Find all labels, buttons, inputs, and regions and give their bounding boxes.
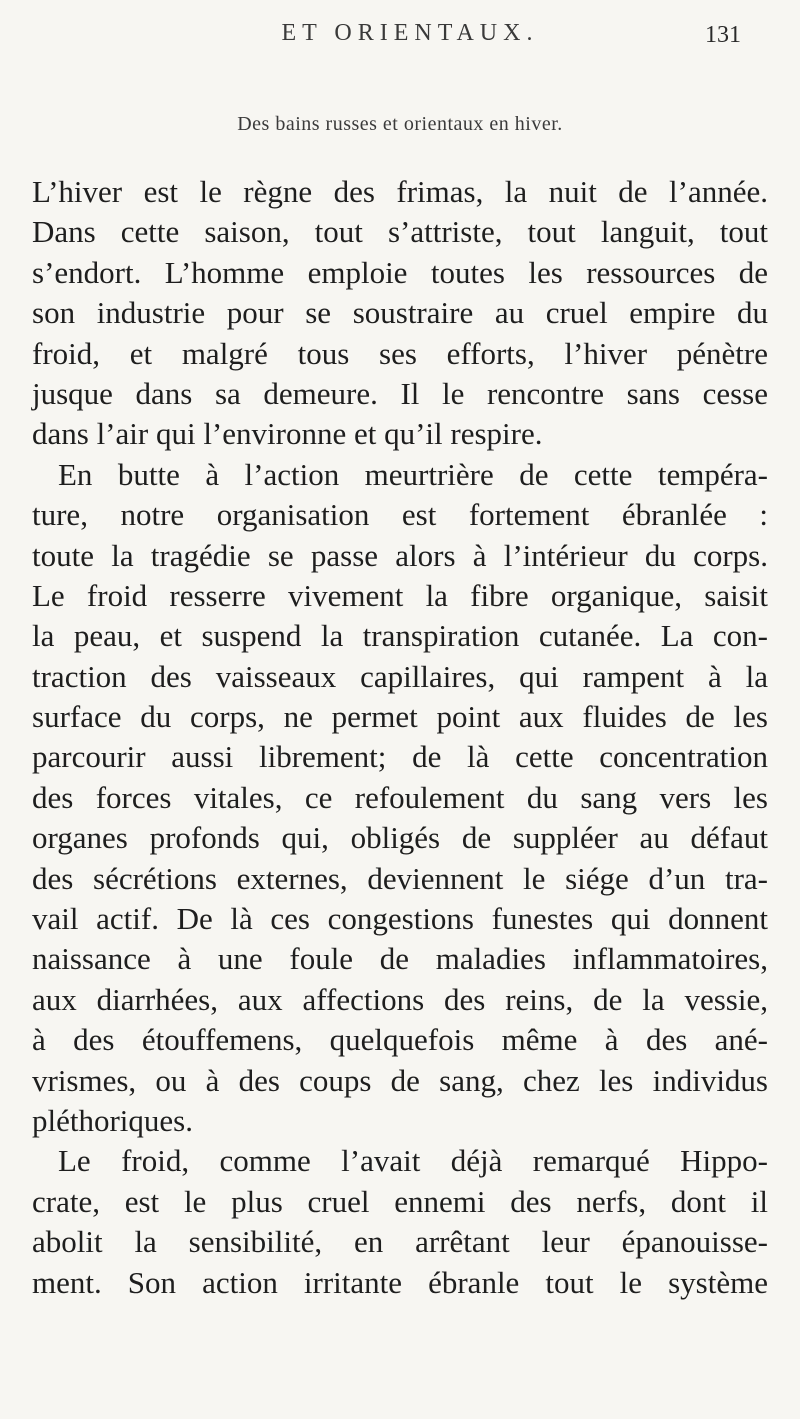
text-line: froid, et malgré tous ses efforts, l’hiver pénètre: [32, 335, 768, 371]
text-line: s’endort. L’homme emploie toutes les ressources de: [32, 254, 768, 290]
text-line: pléthoriques.: [32, 1102, 193, 1138]
text-line: En butte à l’action meurtrière de cette tempéra-: [58, 456, 768, 492]
text-line: son industrie pour se soustraire au cruel empire du: [32, 295, 768, 331]
text-line: vail actif. De là ces congestions funestes qui donnent: [32, 901, 768, 937]
text-line: dans l’air qui l’environne et qu’il respire.: [32, 416, 543, 452]
text-line: à des étouffemens, quelquefois même à des ané-: [32, 1022, 768, 1058]
text-line: vrismes, ou à des coups de sang, chez les individus: [32, 1062, 768, 1098]
text-line: surface du corps, ne permet point aux fluides de les: [32, 699, 768, 735]
text-line: la peau, et suspend la transpiration cutanée. La con-: [32, 618, 768, 654]
text-line: Dans cette saison, tout s’attriste, tout languit, tout: [32, 214, 768, 250]
text-line: aux diarrhées, aux affections des reins, de la vessie,: [32, 981, 768, 1017]
page-number: 131: [705, 22, 741, 48]
text-line: ture, notre organisation est fortement ébranlée :: [32, 497, 768, 533]
body-text: [32, 172, 768, 1303]
text-line: ment. Son action irritante ébranle tout le système: [32, 1264, 768, 1300]
text-line: organes profonds qui, obligés de suppléer au défaut: [32, 820, 768, 856]
text-line: des forces vitales, ce refoulement du sang vers les: [32, 779, 768, 815]
text-line: Le froid resserre vivement la fibre organique, saisit: [32, 577, 768, 613]
text-line: crate, est le plus cruel ennemi des nerfs, dont il: [32, 1183, 768, 1219]
section-title: Des bains russes et orientaux en hiver.: [237, 113, 563, 135]
text-line: Le froid, comme l’avait déjà remarqué Hippo-: [58, 1143, 768, 1179]
text-line: parcourir aussi librement; de là cette concentration: [32, 739, 768, 775]
text-line: toute la tragédie se passe alors à l’intérieur du corps.: [32, 537, 768, 573]
text-line: traction des vaisseaux capillaires, qui rampent à la: [32, 658, 768, 694]
text-line: naissance à une foule de maladies inflammatoires,: [32, 941, 768, 977]
running-head: ET ORIENTAUX.: [281, 20, 539, 46]
text-line: abolit la sensibilité, en arrêtant leur épanouisse-: [32, 1224, 768, 1260]
text-line: L’hiver est le règne des frimas, la nuit de l’année.: [32, 174, 768, 209]
text-line: des sécrétions externes, deviennent le siége d’un tra-: [32, 860, 768, 896]
text-line: jusque dans sa demeure. Il le rencontre sans cesse: [32, 375, 768, 411]
